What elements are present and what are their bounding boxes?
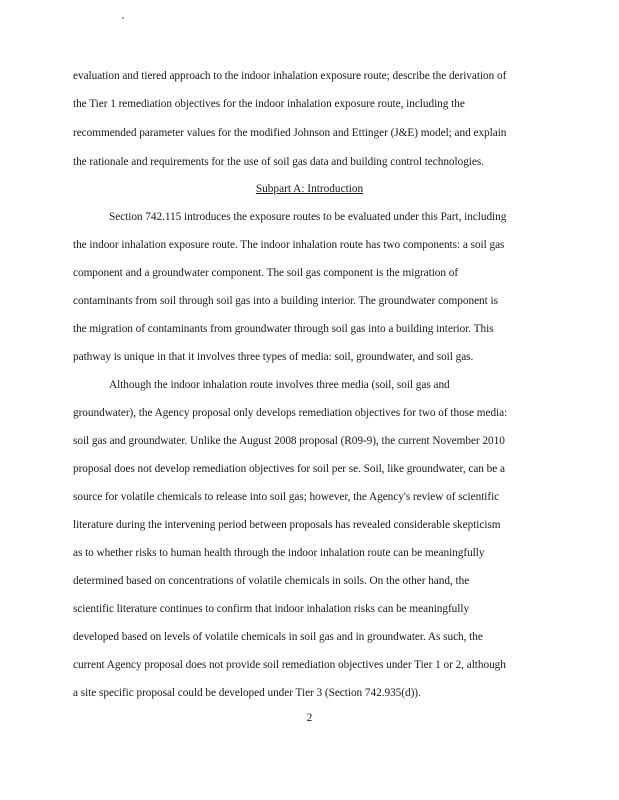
- paragraph-line: the migration of contaminants from groundwater through soil gas into a building interior. This: [73, 323, 494, 335]
- intro-line: the rationale and requirements for the use of soil gas data and building control technologies.: [73, 156, 484, 168]
- faint-bleed-mark: ​: [145, 62, 147, 69]
- intro-line: recommended parameter values for the modified Johnson and Ettinger (J&E) model; and explain: [73, 127, 507, 139]
- intro-line: the Tier 1 remediation objectives for the indoor inhalation exposure route, including the: [73, 98, 465, 110]
- paragraph-line: as to whether risks to human health through the indoor inhalation route can be meaningfully: [73, 547, 485, 559]
- paragraph-line: a site specific proposal could be developed under Tier 3 (Section 742.935(d)).: [73, 687, 421, 699]
- paragraph-line: soil gas and groundwater. Unlike the August 2008 proposal (R09-9), the current November 2010: [73, 435, 505, 447]
- paragraph-line: scientific literature continues to confirm that indoor inhalation risks can be meaningfully: [73, 603, 470, 615]
- paragraph-line: developed based on levels of volatile chemicals in soil gas and in groundwater. As such, the: [73, 631, 483, 643]
- page-number: 2: [306, 712, 313, 724]
- paragraph-line: proposal does not develop remediation objectives for soil per se. Soil, like groundwater, can be a: [73, 463, 505, 475]
- paragraph-line: contaminants from soil through soil gas into a building interior. The groundwater component is: [73, 295, 498, 307]
- paragraph-line: source for volatile chemicals to release into soil gas; however, the Agency's review of scientific: [73, 491, 500, 503]
- paragraph-line: pathway is unique in that it involves three types of media: soil, groundwater, and soil gas.: [73, 351, 474, 363]
- paragraph-line: literature during the intervening period between proposals has revealed considerable skepticism: [73, 519, 501, 531]
- faint-bleed-mark: ​: [58, 123, 60, 132]
- paragraph-line: component and a groundwater component. The soil gas component is the migration of: [73, 267, 459, 279]
- intro-line: evaluation and tiered approach to the indoor inhalation exposure route; describe the derivation of: [73, 70, 507, 82]
- paragraph-line: current Agency proposal does not provide soil remediation objectives under Tier 1 or 2, although: [73, 659, 506, 671]
- section-heading: Subpart A: Introduction: [255, 183, 364, 195]
- paragraph-line: groundwater), the Agency proposal only develops remediation objectives for two of those media:: [73, 407, 508, 419]
- scan-speck: [122, 17, 124, 19]
- paragraph-line: Although the indoor inhalation route involves three media (soil, soil gas and: [109, 379, 450, 391]
- paragraph-line: Section 742.115 introduces the exposure routes to be evaluated under this Part, including: [109, 211, 507, 223]
- paragraph-line: the indoor inhalation exposure route. The indoor inhalation route has two components: a soil gas: [73, 239, 505, 251]
- paragraph-line: determined based on concentrations of volatile chemicals in soils. On the other hand, the: [73, 575, 470, 587]
